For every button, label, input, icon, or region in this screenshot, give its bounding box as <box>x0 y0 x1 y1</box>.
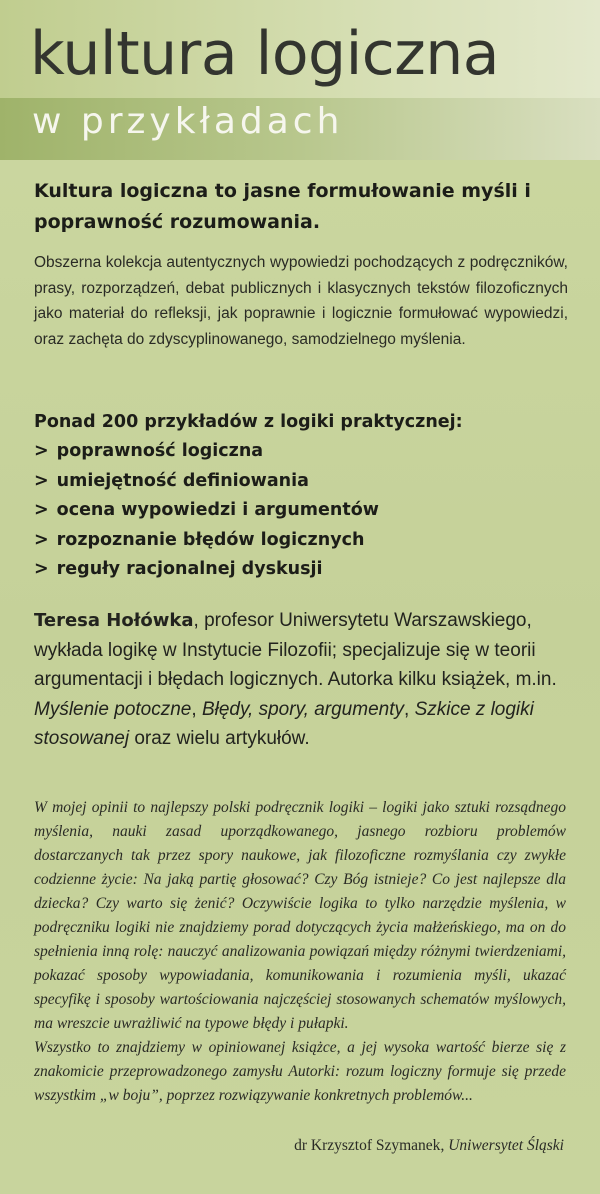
description-paragraph: Obszerna kolekcja autentycznych wypowiedzi pochodzących z podręczników, prasy, rozporządzeń, debat publicznych i klasycznych tekstów filozoficznych jako materiał do refleksji, jak poprawnie i logicznie formułować wypowiedzi, oraz zachęta do zdyscyplinowanego, samodzielnego myślenia. <box>34 254 568 348</box>
feature-item <box>34 496 379 526</box>
separator: , <box>404 698 415 720</box>
feature-label: reguły racjonalnej dyskusji <box>56 559 323 579</box>
features-heading: Ponad 200 przykładów z logiki praktycznej: <box>34 412 463 432</box>
reviewer-name: dr Krzysztof Szymanek <box>294 1137 441 1154</box>
bullet-marker: > <box>34 500 49 520</box>
feature-item <box>34 467 379 497</box>
book-work-title: Szkice z logiki stosowanej <box>34 698 534 749</box>
lead-statement: Kultura logiczna to jasne formułowanie myśli i poprawność rozumowania. <box>34 180 531 233</box>
author-bio-text: oraz wielu artykułów. <box>129 728 310 749</box>
bullet-marker: > <box>34 441 49 461</box>
author-bio-text: , profesor Uniwersytetu Warszawskiego, wykłada logikę w Instytucie Filozofii; specjalizuje się w teorii argumentacji i błędach logicznych. Autorka kilku książek, m.in. <box>34 610 557 690</box>
feature-label: ocena wypowiedzi i argumentów <box>56 500 379 520</box>
book-subtitle: w przykładach <box>32 101 344 142</box>
book-work-title: Myślenie potoczne <box>34 698 192 720</box>
bullet-marker: > <box>34 529 49 550</box>
quote-paragraph: W mojej opinii to najlepszy polski podręcznik logiki – logiki jako sztuki rozsądnego myślenia, nauki zasad uporządkowanego, jasnego rozbioru problemów dostarczanych tak przez spory naukowe, jak filozoficzne rozmyślania czy zwykłe codzienne życie: Na jaką partię głosować? Czy Bóg istnieje? Co jest najlepsze dla dziecka? Czy warto się żenić? Oczywiście logika to tylko narzędzie myślenia, w podręczniku logiki nie znajdziemy porad dotyczących życia małżeńskiego, ma on do spełnienia inną rolę: nauczyć analizowania powiązań między różnymi twierdzeniami, pokazać sposoby wypowiadania, komunikowania i rozumienia myśli, ukazać specyfikę i sposoby wartościowania najczęściej stosowanych schematów myślowych, ma wreszcie uwrażliwić na typowe błędy i pułapki. <box>34 799 566 1032</box>
feature-item <box>34 437 379 467</box>
separator: , <box>191 698 202 720</box>
review-quote <box>34 796 566 1108</box>
features-list <box>34 437 379 585</box>
feature-label: rozpoznanie błędów logicznych <box>56 529 365 550</box>
separator: , <box>440 1137 449 1154</box>
quote-paragraph: Wszystko to znajdziemy w opiniowanej książce, a jej wysoka wartość bierze się z znakomicie przeprowadzonego zamysłu Autorki: rozum logiczny formuje się przede wszystkim „w boju”, poprzez rozwiązywanie konkretnych problemów... <box>34 1039 566 1104</box>
author-name: Teresa Hołówka <box>34 610 194 631</box>
feature-item <box>34 555 379 585</box>
feature-item <box>34 526 379 556</box>
feature-label: poprawność logiczna <box>56 441 264 461</box>
bullet-marker: > <box>34 470 49 491</box>
feature-label: umiejętność definiowania <box>56 470 309 491</box>
reviewer-affiliation: Uniwersytet Śląski <box>448 1137 564 1154</box>
bullet-marker: > <box>34 559 49 579</box>
author-bio <box>34 606 564 754</box>
review-signature <box>294 1134 564 1158</box>
book-work-title: Błędy, spory, argumenty <box>201 698 404 720</box>
book-title: kultura logiczna <box>30 19 500 89</box>
